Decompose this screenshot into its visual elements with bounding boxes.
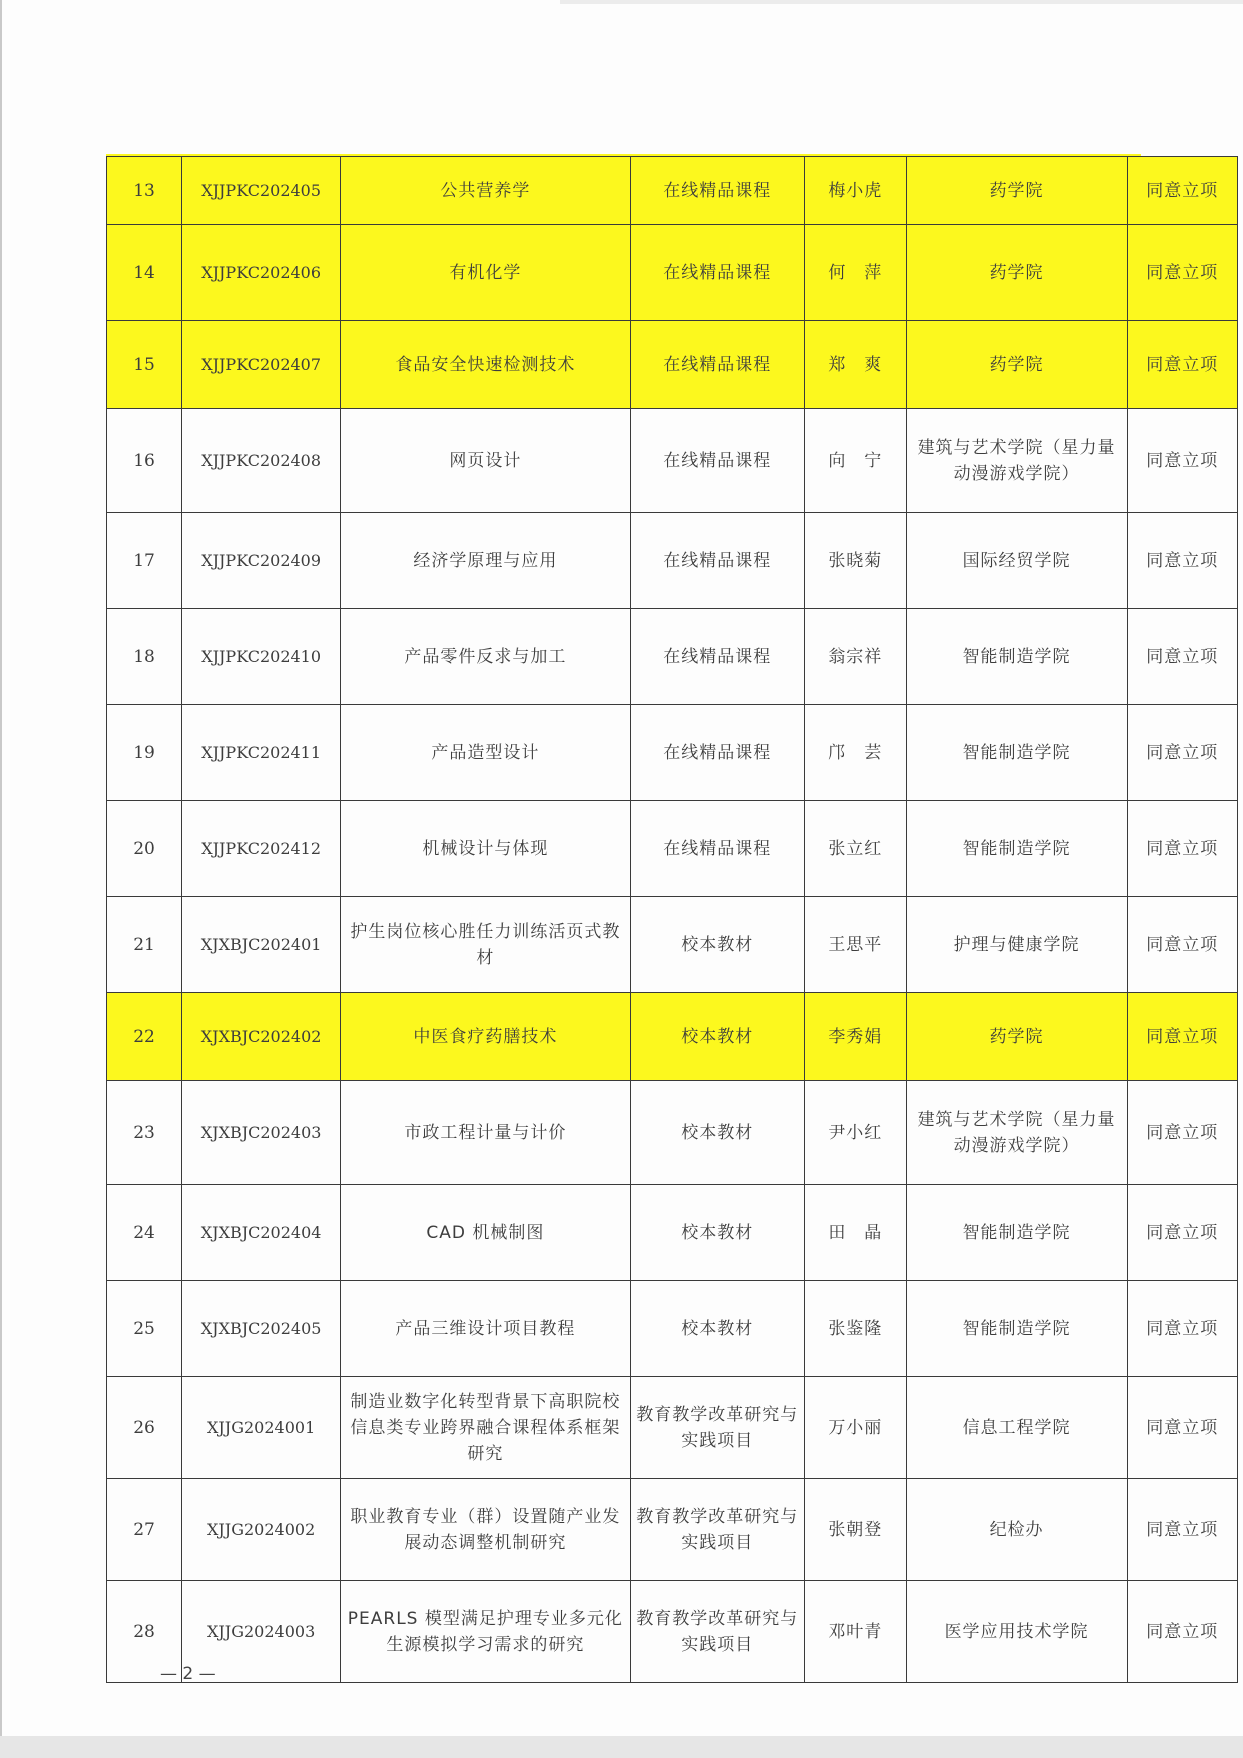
project-type-cell: 在线精品课程 bbox=[630, 513, 805, 609]
project-code-cell: XJJPKC202407 bbox=[182, 321, 341, 409]
project-code-cell: XJXBJC202403 bbox=[182, 1081, 341, 1185]
project-name-cell: 护生岗位核心胜任力训练活页式教材 bbox=[341, 897, 630, 993]
table-row bbox=[107, 609, 1238, 705]
department-cell: 护理与健康学院 bbox=[906, 897, 1127, 993]
row-number-cell: 23 bbox=[107, 1081, 182, 1185]
row-number-cell: 22 bbox=[107, 993, 182, 1081]
project-type-cell: 校本教材 bbox=[630, 1185, 805, 1281]
project-type-cell: 校本教材 bbox=[630, 993, 805, 1081]
table-row bbox=[107, 321, 1238, 409]
approval-result-cell: 同意立项 bbox=[1127, 513, 1237, 609]
project-leader-cell: 翁宗祥 bbox=[805, 609, 907, 705]
project-code-cell: XJJPKC202408 bbox=[182, 409, 341, 513]
project-code-cell: XJJG2024002 bbox=[182, 1479, 341, 1581]
table-row bbox=[107, 513, 1238, 609]
approval-result-cell: 同意立项 bbox=[1127, 801, 1237, 897]
project-code-cell: XJXBJC202404 bbox=[182, 1185, 341, 1281]
project-leader-cell: 张立红 bbox=[805, 801, 907, 897]
project-name-cell: PEARLS 模型满足护理专业多元化生源模拟学习需求的研究 bbox=[341, 1581, 630, 1683]
project-type-cell: 在线精品课程 bbox=[630, 225, 805, 321]
row-number-cell: 14 bbox=[107, 225, 182, 321]
approval-result-cell: 同意立项 bbox=[1127, 1081, 1237, 1185]
project-leader-cell: 王思平 bbox=[805, 897, 907, 993]
department-cell: 智能制造学院 bbox=[906, 609, 1127, 705]
table-row bbox=[107, 1185, 1238, 1281]
project-code-cell: XJJPKC202411 bbox=[182, 705, 341, 801]
project-name-cell: 市政工程计量与计价 bbox=[341, 1081, 630, 1185]
project-code-cell: XJJPKC202410 bbox=[182, 609, 341, 705]
project-code-cell: XJJPKC202412 bbox=[182, 801, 341, 897]
project-type-cell: 校本教材 bbox=[630, 897, 805, 993]
project-code-cell: XJXBJC202405 bbox=[182, 1281, 341, 1377]
department-cell: 建筑与艺术学院（星力量动漫游戏学院） bbox=[906, 1081, 1127, 1185]
table-row bbox=[107, 897, 1238, 993]
project-table bbox=[106, 156, 1238, 1683]
table-row bbox=[107, 705, 1238, 801]
project-name-cell: 产品零件反求与加工 bbox=[341, 609, 630, 705]
row-number-cell: 16 bbox=[107, 409, 182, 513]
project-leader-cell: 何 萍 bbox=[805, 225, 907, 321]
project-leader-cell: 郑 爽 bbox=[805, 321, 907, 409]
project-leader-cell: 李秀娟 bbox=[805, 993, 907, 1081]
row-number-cell: 26 bbox=[107, 1377, 182, 1479]
row-number-cell: 17 bbox=[107, 513, 182, 609]
department-cell: 建筑与艺术学院（星力量动漫游戏学院） bbox=[906, 409, 1127, 513]
department-cell: 药学院 bbox=[906, 321, 1127, 409]
project-leader-cell: 向 宁 bbox=[805, 409, 907, 513]
project-type-cell: 在线精品课程 bbox=[630, 157, 805, 225]
department-cell: 智能制造学院 bbox=[906, 801, 1127, 897]
table-row bbox=[107, 1479, 1238, 1581]
project-name-cell: 制造业数字化转型背景下高职院校信息类专业跨界融合课程体系框架研究 bbox=[341, 1377, 630, 1479]
project-type-cell: 教育教学改革研究与实践项目 bbox=[630, 1479, 805, 1581]
row-number-cell: 18 bbox=[107, 609, 182, 705]
project-code-cell: XJJPKC202409 bbox=[182, 513, 341, 609]
project-name-cell: 食品安全快速检测技术 bbox=[341, 321, 630, 409]
approval-result-cell: 同意立项 bbox=[1127, 1377, 1237, 1479]
project-type-cell: 教育教学改革研究与实践项目 bbox=[630, 1581, 805, 1683]
approval-result-cell: 同意立项 bbox=[1127, 225, 1237, 321]
department-cell: 药学院 bbox=[906, 993, 1127, 1081]
row-number-cell: 28 bbox=[107, 1581, 182, 1683]
department-cell: 智能制造学院 bbox=[906, 1185, 1127, 1281]
approval-result-cell: 同意立项 bbox=[1127, 609, 1237, 705]
row-number-cell: 27 bbox=[107, 1479, 182, 1581]
approval-result-cell: 同意立项 bbox=[1127, 157, 1237, 225]
department-cell: 纪检办 bbox=[906, 1479, 1127, 1581]
project-type-cell: 在线精品课程 bbox=[630, 609, 805, 705]
project-name-cell: 职业教育专业（群）设置随产业发展动态调整机制研究 bbox=[341, 1479, 630, 1581]
row-number-cell: 13 bbox=[107, 157, 182, 225]
project-type-cell: 在线精品课程 bbox=[630, 705, 805, 801]
approval-result-cell: 同意立项 bbox=[1127, 1479, 1237, 1581]
approval-result-cell: 同意立项 bbox=[1127, 1185, 1237, 1281]
row-number-cell: 19 bbox=[107, 705, 182, 801]
scan-left-edge bbox=[0, 0, 2, 1758]
project-type-cell: 教育教学改革研究与实践项目 bbox=[630, 1377, 805, 1479]
project-name-cell: 公共营养学 bbox=[341, 157, 630, 225]
table-row bbox=[107, 801, 1238, 897]
project-type-cell: 在线精品课程 bbox=[630, 801, 805, 897]
project-type-cell: 在线精品课程 bbox=[630, 321, 805, 409]
table-row bbox=[107, 1377, 1238, 1479]
approval-result-cell: 同意立项 bbox=[1127, 321, 1237, 409]
project-leader-cell: 张朝登 bbox=[805, 1479, 907, 1581]
project-leader-cell: 邓叶青 bbox=[805, 1581, 907, 1683]
approval-result-cell: 同意立项 bbox=[1127, 409, 1237, 513]
department-cell: 医学应用技术学院 bbox=[906, 1581, 1127, 1683]
project-name-cell: 经济学原理与应用 bbox=[341, 513, 630, 609]
department-cell: 国际经贸学院 bbox=[906, 513, 1127, 609]
department-cell: 药学院 bbox=[906, 225, 1127, 321]
project-leader-cell: 邝 芸 bbox=[805, 705, 907, 801]
page-number: — 2 — bbox=[160, 1664, 216, 1684]
table-row bbox=[107, 157, 1238, 225]
project-name-cell: 中医食疗药膳技术 bbox=[341, 993, 630, 1081]
approval-result-cell: 同意立项 bbox=[1127, 1581, 1237, 1683]
project-code-cell: XJJG2024001 bbox=[182, 1377, 341, 1479]
table-row bbox=[107, 1281, 1238, 1377]
row-number-cell: 25 bbox=[107, 1281, 182, 1377]
project-type-cell: 校本教材 bbox=[630, 1081, 805, 1185]
approval-result-cell: 同意立项 bbox=[1127, 705, 1237, 801]
approval-result-cell: 同意立项 bbox=[1127, 993, 1237, 1081]
project-name-cell: 有机化学 bbox=[341, 225, 630, 321]
project-code-cell: XJJPKC202406 bbox=[182, 225, 341, 321]
department-cell: 药学院 bbox=[906, 157, 1127, 225]
project-leader-cell: 田 晶 bbox=[805, 1185, 907, 1281]
approval-result-cell: 同意立项 bbox=[1127, 1281, 1237, 1377]
project-code-cell: XJXBJC202402 bbox=[182, 993, 341, 1081]
project-type-cell: 在线精品课程 bbox=[630, 409, 805, 513]
project-code-cell: XJJPKC202405 bbox=[182, 157, 341, 225]
project-leader-cell: 梅小虎 bbox=[805, 157, 907, 225]
project-name-cell: 网页设计 bbox=[341, 409, 630, 513]
project-name-cell: CAD 机械制图 bbox=[341, 1185, 630, 1281]
row-number-cell: 20 bbox=[107, 801, 182, 897]
project-leader-cell: 尹小红 bbox=[805, 1081, 907, 1185]
table-row bbox=[107, 993, 1238, 1081]
project-name-cell: 机械设计与体现 bbox=[341, 801, 630, 897]
project-code-cell: XJJG2024003 bbox=[182, 1581, 341, 1683]
project-leader-cell: 张鉴隆 bbox=[805, 1281, 907, 1377]
row-number-cell: 15 bbox=[107, 321, 182, 409]
table-row bbox=[107, 225, 1238, 321]
project-type-cell: 校本教材 bbox=[630, 1281, 805, 1377]
project-leader-cell: 万小丽 bbox=[805, 1377, 907, 1479]
department-cell: 信息工程学院 bbox=[906, 1377, 1127, 1479]
row-number-cell: 24 bbox=[107, 1185, 182, 1281]
table-row bbox=[107, 409, 1238, 513]
approval-result-cell: 同意立项 bbox=[1127, 897, 1237, 993]
scan-bottom-edge bbox=[0, 1736, 1243, 1758]
department-cell: 智能制造学院 bbox=[906, 705, 1127, 801]
row-number-cell: 21 bbox=[107, 897, 182, 993]
project-name-cell: 产品三维设计项目教程 bbox=[341, 1281, 630, 1377]
project-name-cell: 产品造型设计 bbox=[341, 705, 630, 801]
table-row bbox=[107, 1081, 1238, 1185]
project-code-cell: XJXBJC202401 bbox=[182, 897, 341, 993]
scan-top-edge bbox=[560, 0, 1243, 4]
project-leader-cell: 张晓菊 bbox=[805, 513, 907, 609]
department-cell: 智能制造学院 bbox=[906, 1281, 1127, 1377]
table-row bbox=[107, 1581, 1238, 1683]
